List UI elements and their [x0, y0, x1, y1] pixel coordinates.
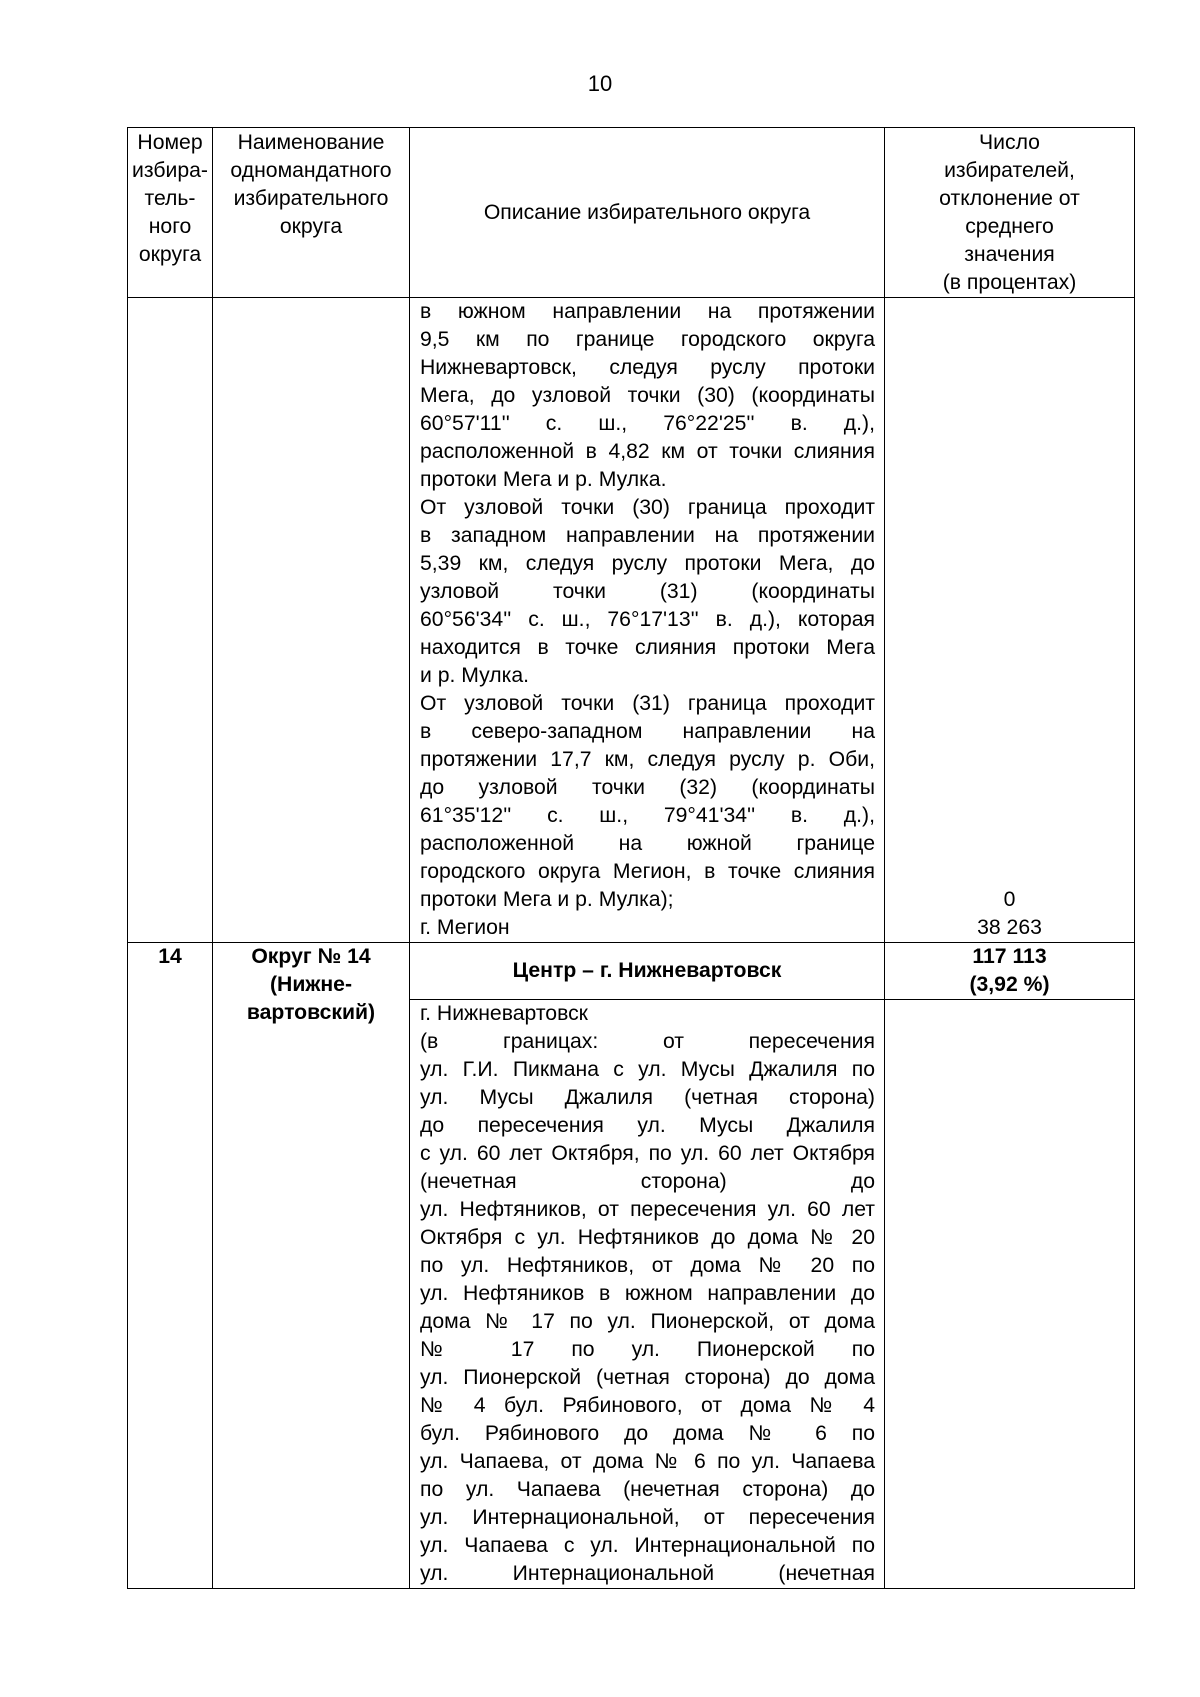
district-voters: 117 113 (3,92 %) — [885, 943, 1135, 1000]
continuation-name-cell — [213, 298, 410, 943]
continuation-number-cell — [128, 298, 213, 943]
table-row-continuation — [128, 298, 1135, 943]
district-number: 14 — [128, 943, 213, 1589]
page-number: 10 — [587, 71, 613, 96]
header-district-description: Описание избирательного округа — [410, 128, 885, 298]
voters-value-megion: 38 263 — [977, 916, 1042, 939]
table-row-district-14-center — [128, 943, 1135, 1000]
district-description-voters-cell — [885, 1000, 1135, 1589]
district-name: Округ № 14 (Нижне- вартовский) — [213, 943, 410, 1589]
continuation-description: в южном направлении на протяжении 9,5 км по границе городского округа Нижневартовск, следуя руслу протоки Мега, до узловой точки (30) (координаты 60°57'11'' с. ш., 76°22'25'' в. д.), расположенной в 4,82 км от точки слияния протоки Мега и р. Мулка. От узловой точки (30) граница проходит в западном направлении на протяжении 5,39 км, следуя руслу протоки Мега, до узловой точки (31) (координаты 60°56'34'' с. ш., 76°17'13'' в. д.), которая находится в точке слияния протоки Мега и р. Мулка. От узловой точки (31) граница проходит в северо-западном направлении на протяжении 17,7 км, следуя руслу р. Оби, до узловой точки (32) (координаты 61°35'12'' с. ш., 79°41'34'' в. д.), расположенной на южной границе городского округа Мегион, в точке слияния протоки Мега и р. Мулка); г. Мегион — [410, 298, 885, 943]
electoral-districts-table — [127, 127, 1135, 1589]
district-description: г. Нижневартовск (в границах: от пересечения ул. Г.И. Пикмана с ул. Мусы Джалиля по ул. Мусы Джалиля (четная сторона) до пересечения ул. Мусы Джалиля с ул. 60 лет Октября, по ул. 60 лет Октября (нечетная сторона) до ул. Нефтяников, от пересечения ул. 60 лет Октября с ул. Нефтяников до дома № 20 по ул. Нефтяников, от дома № 20 по ул. Нефтяников в южном направлении до дома № 17 по ул. Пионерской, от дома № 17 по ул. Пионерской по ул. Пионерской (четная сторона) до дома № 4 бул. Рябинового, от дома № 4 бул. Рябинового до дома № 6 по ул. Чапаева, от дома № 6 по ул. Чапаева по ул. Чапаева (нечетная сторона) до ул. Интернациональной, от пересечения ул. Чапаева с ул. Интернациональной по ул. Интернациональной (нечетная — [410, 1000, 885, 1589]
header-district-name: Наименование одномандатного избирательного округа — [213, 128, 410, 298]
header-voters-count: Число избирателей, отклонение от среднего значения (в процентах) — [885, 128, 1135, 298]
voters-value-zero: 0 — [1003, 888, 1016, 911]
table-header-row — [128, 128, 1135, 298]
district-center: Центр – г. Нижневартовск — [410, 943, 885, 1000]
continuation-voters-cell — [885, 298, 1135, 943]
header-district-number: Номер избира- тель- ного округа — [128, 128, 213, 298]
